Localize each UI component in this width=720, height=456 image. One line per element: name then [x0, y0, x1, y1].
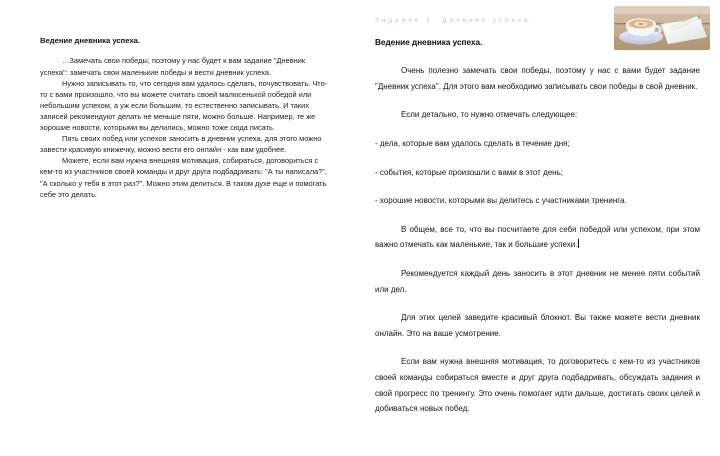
right-paragraph-6: [375, 354, 700, 416]
bullet-item-3: - хорошие новости, которыми вы делитесь с участниками тренинга.: [375, 196, 627, 206]
left-paragraph-1: [40, 55, 330, 77]
right-pane-heading: Ведение дневника успеха.: [375, 38, 483, 48]
coffee-photo-art: [614, 6, 710, 50]
right-paragraph-4: [375, 266, 700, 297]
right-paragraph-3-text: В общем, все то, что вы посчитаете для себя победой или успехом, при этом важно отмечать как маленькие, так и большие успехи.: [375, 224, 700, 250]
left-pane-heading: Ведение дневника успеха.: [40, 36, 141, 45]
right-paragraph-5: [375, 310, 700, 341]
left-paragraph-2: [40, 78, 330, 133]
left-draft-pane[interactable]: [0, 0, 352, 456]
left-paragraph-4-text: Можете, если вам нужна внешняя мотивация, собираться, договориться с кем-то из участников своей команды и друг друга подбадривать: "А ты написала?", "А сколько у тебя в этот раз?". Можно этим делиться. В таком духе еще и помогать себе это делать.: [40, 156, 327, 199]
running-head: Задание 2. Дневник успеха.: [375, 17, 536, 24]
right-paragraph-1-text: Очень полезно замечать свои победы, поэтому у нас с вами будет задание "Дневник успеха". Для этого вам необходимо записывать свои победы в свой дневник.: [375, 66, 700, 91]
coffee-cup-and-notebook-photo: [614, 6, 710, 50]
right-paragraph-3: [375, 222, 700, 253]
left-paragraph-3-text: Пять своих побед или успехов заносить в дневник успеха, для этого можно завести красивую книжечку, можно вести его онлайн - как вам удобнее.: [40, 134, 322, 155]
right-paragraph-4-text: Рекомендуется каждый день заносить в этот дневник не менее пяти событий или дел.: [375, 269, 700, 294]
left-paragraph-3: [40, 133, 330, 155]
right-formatted-pane[interactable]: [360, 0, 720, 456]
right-paragraph-2-text: Если детально, то нужно отмечать следующее:: [401, 110, 578, 120]
right-paragraph-6-text: Если вам нужна внешняя мотивация, то договоритесь с кем-то из участников своей команды собираться вместе и друг друга подбадривать, обсуждать задания и свой прогресс по тренингу. Это очень помогает идти дальше, достигать своих целей и добиваться новых побед.: [375, 357, 700, 414]
right-paragraph-1: [375, 63, 700, 94]
text-cursor-caret: [578, 239, 579, 248]
bullet-item-2: - события, которые произошли с вами в этот день;: [375, 167, 563, 177]
right-paragraph-2: [375, 107, 700, 123]
left-paragraph-2-text: Нужно записывать то, что сегодня вам удалось сделать, почувствовать. Что-то с вами произошло, что вы можете считать своей малюсенькой победой или небольшим успехом, а уж если большим, то естественно записывать. И таких записей рекомендуют делать не меньше пяти, можно больше. Например, те же хорошие новости, которыми вы делились, можно тоже сюда писать.: [40, 78, 328, 133]
right-paragraph-5-text: Для этих целей заведите красивый блокнот. Вы также можете вести дневник онлайн. Это на ваше усмотрение.: [375, 313, 700, 338]
bullet-item-1: - дела, которые вам удалось сделать в течение дня;: [375, 139, 570, 149]
left-paragraph-4: [40, 155, 330, 199]
left-paragraph-1-text: …Замечать свои победы, поэтому у нас будет к вам задание "Дневник успеха": замечать свои маленькие победы и вести дневник успеха.: [40, 56, 306, 77]
